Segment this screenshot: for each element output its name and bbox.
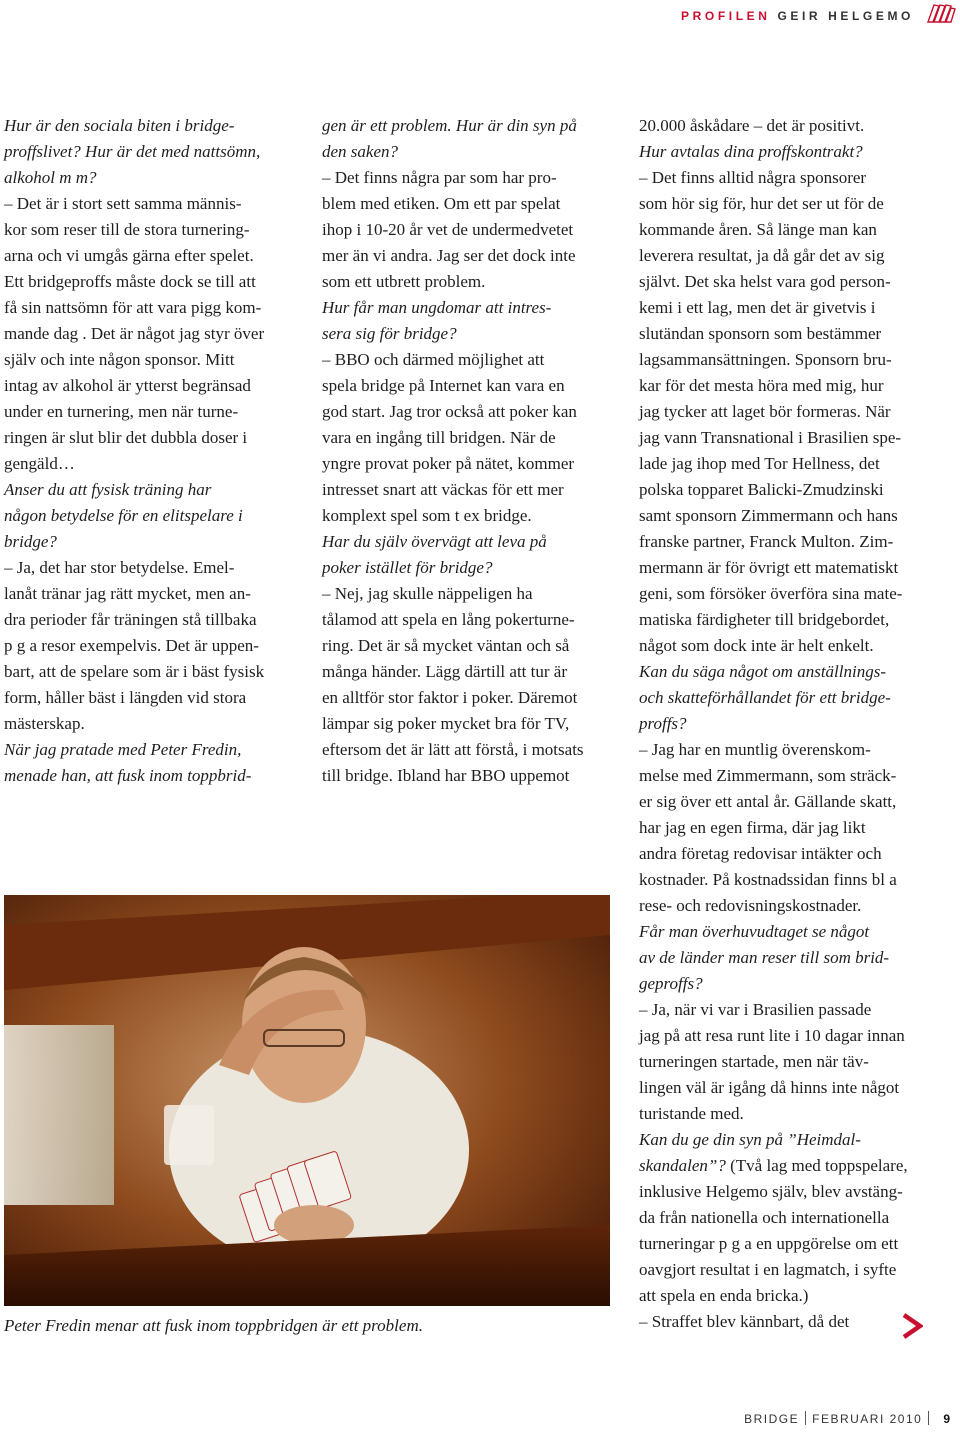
- answer-line: – Straffet blev kännbart, då det: [639, 1312, 850, 1331]
- question-line: menade han, att fusk inom toppbrid-: [4, 766, 252, 785]
- question-line: [639, 1153, 934, 1179]
- answer-line: gengäld…: [4, 454, 75, 473]
- answer-line: – Ja, när vi var i Brasilien passade: [639, 1000, 872, 1019]
- answer-line: dra perioder får träningen stå tillbaka: [4, 610, 257, 629]
- question-line: alkohol m m?: [4, 168, 97, 187]
- answer-line: jag på att resa runt lite i 10 dagar innan: [639, 1026, 905, 1045]
- answer-line: leverera resultat, ja då går det av sig: [639, 246, 885, 265]
- answer-line: tålamod att spela en lång pokerturne-: [322, 610, 575, 629]
- question-line: och skatteförhållandet för ett bridge-: [639, 688, 891, 707]
- answer-line: yngre provat poker på nätet, kommer: [322, 454, 575, 473]
- answer-line: ringen är slut blir det dubbla doser i: [4, 428, 248, 447]
- answer-line: – Det är i stort sett samma männis-: [4, 194, 242, 213]
- answer-line: arna och vi umgås gärna efter spelet.: [4, 246, 254, 265]
- fan-icon: [924, 2, 956, 24]
- answer-line: lanåt tränar jag rätt mycket, men an-: [4, 584, 251, 603]
- answer-line: lämpar sig poker mycket bra för TV,: [322, 714, 570, 733]
- answer-line: kemi i ett lag, men det är givetvis i: [639, 298, 876, 317]
- question-line: När jag pratade med Peter Fredin,: [4, 740, 242, 759]
- answer-line: bart, att de spelare som är i bäst fysisk: [4, 662, 265, 681]
- answer-line: turistande med.: [639, 1104, 744, 1123]
- answer-line: mer än vi andra. Jag ser det dock inte: [322, 246, 576, 265]
- page-number: 9: [943, 1412, 950, 1426]
- question-line: Kan du ge din syn på ”Heimdal-: [639, 1130, 861, 1149]
- answer-line: – Jag har en muntlig överenskom-: [639, 740, 871, 759]
- answer-line: har jag en egen firma, där jag likt: [639, 818, 866, 837]
- text-column-1: [4, 113, 296, 789]
- answer-line: form, håller bäst i längden vid stora: [4, 688, 247, 707]
- question-line: geproffs?: [639, 974, 703, 993]
- answer-fragment: (Två lag med toppspelare,: [725, 1156, 908, 1175]
- answer-line: 20.000 åskådare – det är positivt.: [639, 116, 865, 135]
- answer-line: – Det finns alltid några sponsorer: [639, 168, 867, 187]
- question-line: poker istället för bridge?: [322, 558, 493, 577]
- answer-line: mermann är för övrigt ett matematiskt: [639, 558, 899, 577]
- question-line: proffslivet? Hur är det med nattsömn,: [4, 142, 261, 161]
- answer-line: kar för det mesta höra med mig, hur: [639, 376, 884, 395]
- answer-line: – Ja, det har stor betydelse. Emel-: [4, 558, 235, 577]
- answer-line: eftersom det är lätt att förstå, i motsats: [322, 740, 584, 759]
- answer-line: mästerskap.: [4, 714, 85, 733]
- answer-line: polska topparet Balicki-Zmudzinski: [639, 480, 884, 499]
- answer-line: lade jag ihop med Tor Hellness, det: [639, 454, 880, 473]
- continue-arrow-icon: [901, 1312, 923, 1340]
- answer-line: andra företag redovisar intäkter och: [639, 844, 882, 863]
- footer-divider: [805, 1411, 806, 1425]
- question-line: gen är ett problem. Hur är din syn på: [322, 116, 577, 135]
- answer-line: som ett utbrett problem.: [322, 272, 486, 291]
- answer-line: Ett bridgeproffs måste dock se till att: [4, 272, 256, 291]
- card-player-photo: [4, 895, 610, 1306]
- answer-line: franske partner, Franck Multon. Zim-: [639, 532, 894, 551]
- running-header: [681, 9, 914, 23]
- answer-line: många händer. Lägg därtill att tur är: [322, 662, 567, 681]
- page-footer: [744, 1411, 950, 1426]
- question-line: den saken?: [322, 142, 399, 161]
- answer-line: en alltför stor faktor i poker. Däremot: [322, 688, 578, 707]
- answer-line: ihop i 10-20 år vet de undermedvetet: [322, 220, 574, 239]
- question-line: Hur är den sociala biten i bridge-: [4, 116, 235, 135]
- question-line: Hur får man ungdomar att intres-: [322, 298, 552, 317]
- text-column-2: [322, 113, 614, 789]
- question-line: sera sig för bridge?: [322, 324, 457, 343]
- answer-line: spela bridge på Internet kan vara en: [322, 376, 565, 395]
- answer-line: kommande åren. Så länge man kan: [639, 220, 877, 239]
- question-line: Har du själv övervägt att leva på: [322, 532, 547, 551]
- answer-line: lingen väl är igång då hinns inte något: [639, 1078, 900, 1097]
- answer-line: intag av alkohol är ytterst begränsad: [4, 376, 251, 395]
- answer-line: er sig över ett antal år. Gällande skatt,: [639, 792, 897, 811]
- answer-line: geni, som försöker överföra sina mate-: [639, 584, 903, 603]
- question-line: bridge?: [4, 532, 57, 551]
- answer-line: – Det finns några par som har pro-: [322, 168, 557, 187]
- answer-line: kostnader. På kostnadssidan finns bl a: [639, 870, 897, 889]
- photo-caption: Peter Fredin menar att fusk inom toppbridgen är ett problem.: [4, 1316, 423, 1335]
- answer-line: turneringar p g a en uppgörelse om ett: [639, 1234, 899, 1253]
- answer-line: – BBO och därmed möjlighet att: [322, 350, 545, 369]
- answer-line: ring. Det är så mycket väntan och så: [322, 636, 570, 655]
- answer-line: få sin nattsömn för att vara pigg kom-: [4, 298, 262, 317]
- answer-line: inklusive Helgemo själv, blev avstäng-: [639, 1182, 903, 1201]
- answer-line: kor som reser till de stora turnering-: [4, 220, 250, 239]
- question-line: Anser du att fysisk träning har: [4, 480, 212, 499]
- answer-line: lagsammansättningen. Sponsorn bru-: [639, 350, 892, 369]
- text-column-3: [639, 113, 934, 1335]
- answer-line: turneringen startade, men när täv-: [639, 1052, 869, 1071]
- answer-line: jag vann Transnational i Brasilien spe-: [639, 428, 902, 447]
- answer-line: något som dock inte är helt enkelt.: [639, 636, 874, 655]
- answer-line: p g a resor exempelvis. Det är uppen-: [4, 636, 259, 655]
- answer-line: oavgjort resultat i en lagmatch, i syfte: [639, 1260, 897, 1279]
- issue-date: FEBRUARI 2010: [812, 1412, 923, 1426]
- answer-line: självt. Det ska helst vara god person-: [639, 272, 891, 291]
- answer-line: da från nationella och internationella: [639, 1208, 890, 1227]
- profile-name: GEIR HELGEMO: [777, 9, 914, 23]
- answer-line: samt sponsorn Zimmermann och hans: [639, 506, 898, 525]
- answer-line: rese- och redovisningskostnader.: [639, 896, 862, 915]
- answer-line: till bridge. Ibland har BBO uppemot: [322, 766, 570, 785]
- question-line: Kan du säga något om anställnings-: [639, 662, 886, 681]
- footer-divider: [928, 1411, 929, 1425]
- question-line: Hur avtalas dina proffskontrakt?: [639, 142, 863, 161]
- question-line: proffs?: [639, 714, 687, 733]
- answer-line: slutändan sponsorn som bestämmer: [639, 324, 882, 343]
- answer-line: själv och inte någon sponsor. Mitt: [4, 350, 235, 369]
- magazine-name: BRIDGE: [744, 1412, 800, 1426]
- answer-line: – Nej, jag skulle näppeligen ha: [322, 584, 533, 603]
- answer-line: intresset snart att väckas för ett mer: [322, 480, 564, 499]
- question-line: någon betydelse för en elitspelare i: [4, 506, 243, 525]
- answer-line: som hör sig för, hur det ser ut för de: [639, 194, 884, 213]
- question-fragment: skandalen”?: [639, 1156, 726, 1175]
- answer-line: vara en ingång till bridgen. När de: [322, 428, 556, 447]
- answer-line: mande dag . Det är något jag styr över: [4, 324, 265, 343]
- answer-line: matiska färdigheter till bridgebordet,: [639, 610, 890, 629]
- answer-line: att spela en enda bricka.): [639, 1286, 809, 1305]
- question-line: av de länder man reser till som brid-: [639, 948, 890, 967]
- question-line: Får man överhuvudtaget se något: [639, 922, 870, 941]
- section-kicker: PROFILEN: [681, 9, 771, 23]
- answer-line: blem med etiken. Om ett par spelat: [322, 194, 561, 213]
- answer-line: god start. Jag tror också att poker kan: [322, 402, 577, 421]
- answer-line: under en turnering, men när turne-: [4, 402, 239, 421]
- answer-line: melse med Zimmermann, som sträck-: [639, 766, 897, 785]
- answer-line: komplext spel som t ex bridge.: [322, 506, 532, 525]
- answer-line: jag tycker att laget bör formeras. När: [639, 402, 891, 421]
